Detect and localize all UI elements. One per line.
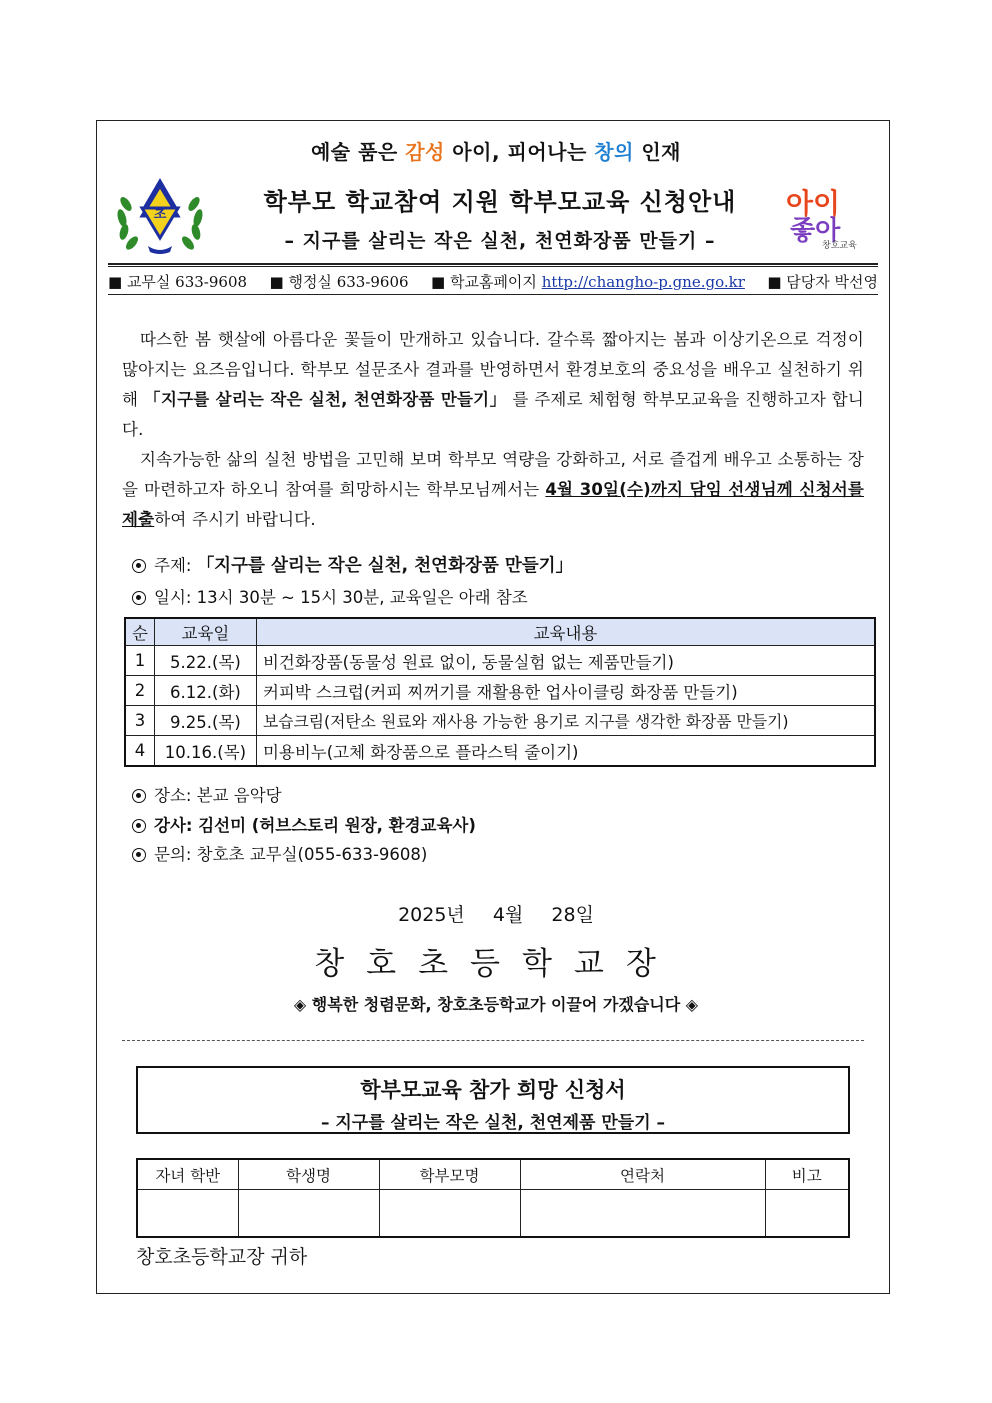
application-form-header [136,1066,850,1134]
form-subtitle: – 지구를 살리는 작은 실천, 천연제품 만들기 – [320,1113,666,1133]
bullet-icon [132,559,146,573]
inquiry-item: 문의: 창호초 교무실(055-633-9608) [132,841,427,865]
issue-date: 2025년 4월 28일 [398,904,594,926]
education-logo: 아이 좋아 창호교육 [786,187,857,251]
phone-field[interactable] [520,1190,765,1238]
homepage-link[interactable]: http://changho-p.gne.go.kr [541,272,745,291]
place-item: 장소: 본교 음악당 [132,782,282,806]
paragraph-1: 따스한 봄 햇살에 아름다운 꽃들이 만개하고 있습니다. 갈수록 짧아지는 봄과 이상기온으로 걱정이 많아지는 요즈음입니다. 학부모 설문조사 결과를 반영하면서 환경보호의 중요성을 배우고 실천하기 위해 「지구를 살리는 작은 실천, 천연화장품 만들기」 를 주제로 체험형 학부모교육을 진행하고자 합니다. [122,330,865,439]
class-field[interactable] [137,1190,238,1238]
divider [108,263,878,265]
note-field[interactable] [765,1190,849,1238]
student-name-field[interactable] [238,1190,379,1238]
svg-text:초: 초 [153,207,167,222]
lecturer-item: 강사: 김선미 (허브스토리 원장, 환경교육사) [132,812,476,836]
topic-item: 주제: 「지구를 살리는 작은 실천, 천연화장품 만들기」 [132,552,573,577]
parent-name-field[interactable] [379,1190,520,1238]
divider [108,294,878,295]
table-row: 1 5.22.(목) 비건화장품(동물성 원료 없이, 동물실험 없는 제품만들기) [125,646,875,676]
table-row: 2 6.12.(화) 커피박 스크럽(커피 찌꺼기를 재활용한 업사이클링 화장품 만들기) [125,676,875,706]
bullet-icon [132,848,146,862]
table-row: 4 10.16.(목) 미용비누(고체 화장품으로 플라스틱 줄이기) [125,736,875,767]
bullet-icon [132,591,146,605]
addressee: 창호초등학교장 귀하 [136,1246,308,1268]
divider [108,266,878,267]
page-title: 학부모 학교참여 지원 학부모교육 신청안내 [263,188,737,216]
time-item: 일시: 13시 30분 ~ 15시 30분, 교육일은 아래 참조 [132,584,528,608]
manager: ■ 담당자 박선영 [767,272,878,291]
application-table [136,1158,850,1238]
contact-bar [108,270,878,292]
slogan: ◈ 행복한 청렴문화, 창호초등학교가 이끌어 가겠습니다 ◈ [293,995,699,1014]
page-subtitle: – 지구를 살리는 작은 실천, 천연화장품 만들기 – [284,230,716,252]
homepage: ■ 학교홈페이지 http://changho-p.gne.go.kr [431,272,745,291]
school-motto: 예술 품은 감성 아이, 피어나는 창의 인재 [310,140,681,164]
table-row [137,1190,849,1238]
form-title: 학부모교육 참가 희망 신청서 [360,1078,626,1102]
paragraph-2: 지속가능한 삶의 실천 방법을 고민해 보며 학부모 역량을 강화하고, 서로 즐겁게 배우고 소통하는 장을 마련하고자 하오니 참여를 희망하시는 학부모님께서는 4월 30일(수)까지 담임 선생님께 신청서를 제출하여 주시기 바랍니다. [122,450,864,529]
admin-phone: ■ 행정실 633-9606 [269,272,409,291]
body-text [122,325,864,535]
office-phone: ■ 교무실 633-9608 [108,272,248,291]
principal-signature: 창호초등학교장 [314,946,678,982]
bullet-icon [132,819,146,833]
schedule-table [124,617,876,767]
table-header: 순 교육일 교육내용 [125,618,875,646]
bullet-icon [132,789,146,803]
cut-line [122,1040,864,1041]
table-row: 3 9.25.(목) 보습크림(저탄소 원료와 재사용 가능한 용기로 지구를 생각한 화장품 만들기) [125,706,875,736]
table-header: 자녀 학반 학생명 학부모명 연락처 비고 [137,1159,849,1190]
